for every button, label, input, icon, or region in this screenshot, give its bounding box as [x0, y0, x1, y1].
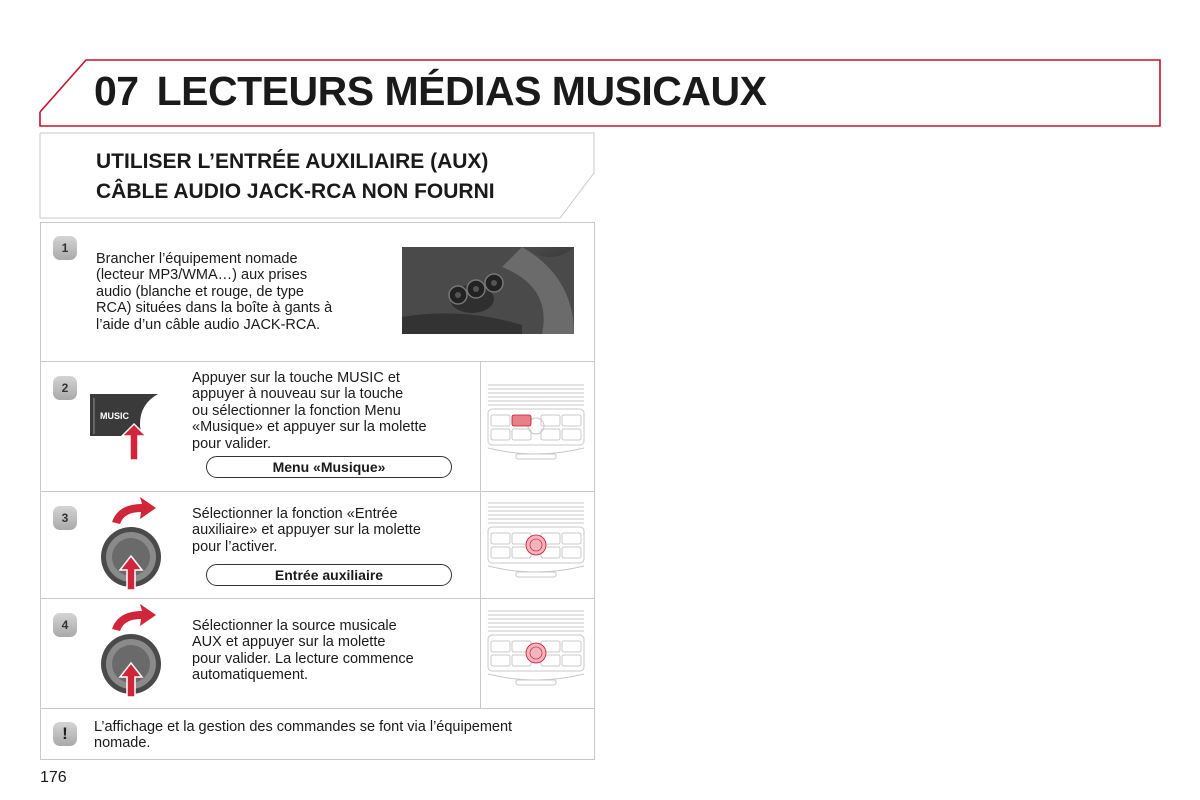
step-2-badge: 2 — [53, 376, 77, 400]
step-1-text: Brancher l’équipement nomade (lecteur MP3/WMA…) aux prises audio (blanche et rouge, de type RCA) situées dans la boîte à gants à l’aide d’un câble audio JACK-RCA. — [96, 251, 333, 333]
entree-auxiliaire-pill: Entrée auxiliaire — [206, 564, 452, 586]
section-title-line-1: UTILISER L’ENTRÉE AUXILIAIRE (AUX) — [96, 150, 489, 173]
warning-icon: ! — [53, 722, 77, 746]
step-1-badge: 1 — [53, 236, 77, 260]
section-heading-frame — [0, 125, 600, 225]
page-number: 176 — [40, 769, 67, 786]
step-2-text: Appuyer sur la touche MUSIC et appuyer à nouveau sur la touche ou sélectionner la fonction Menu «Musique» et appuyer sur la molette pour valider. — [192, 370, 427, 452]
step-4-separator — [480, 599, 481, 709]
step-4-rotary-knob-icon — [96, 601, 166, 701]
step-3-rotary-knob-icon — [96, 494, 166, 594]
menu-musique-pill: Menu «Musique» — [206, 456, 452, 478]
step-2-separator — [480, 362, 481, 492]
chapter-title-text: LECTEURS MÉDIAS MUSICAUX — [156, 68, 767, 114]
step-3-text: Sélectionner la fonction «Entrée auxiliaire» et appuyer sur la molette pour l’activer. — [192, 506, 421, 555]
step-3-badge: 3 — [53, 506, 77, 530]
step-4-badge: 4 — [53, 613, 77, 637]
chapter-number: 07 — [94, 68, 139, 114]
step-4-text: Sélectionner la source musicale AUX et appuyer sur la molette pour valider. La lecture commence automatiquement. — [192, 618, 414, 684]
note-text: L’affichage et la gestion des commandes se font via l’équipement nomade. — [94, 719, 513, 752]
music-button-label: MUSIC — [100, 411, 129, 421]
glovebox-jack-photo — [402, 247, 574, 334]
section-title-line-2: CÂBLE AUDIO JACK-RCA NON FOURNI — [96, 180, 495, 203]
chapter-title — [94, 68, 766, 115]
step-3-separator — [480, 492, 481, 599]
step-2-panel-diagram — [486, 382, 586, 468]
step-3-panel-diagram — [486, 500, 586, 586]
step-4-panel-diagram — [486, 608, 586, 694]
music-button-illustration — [88, 390, 168, 465]
